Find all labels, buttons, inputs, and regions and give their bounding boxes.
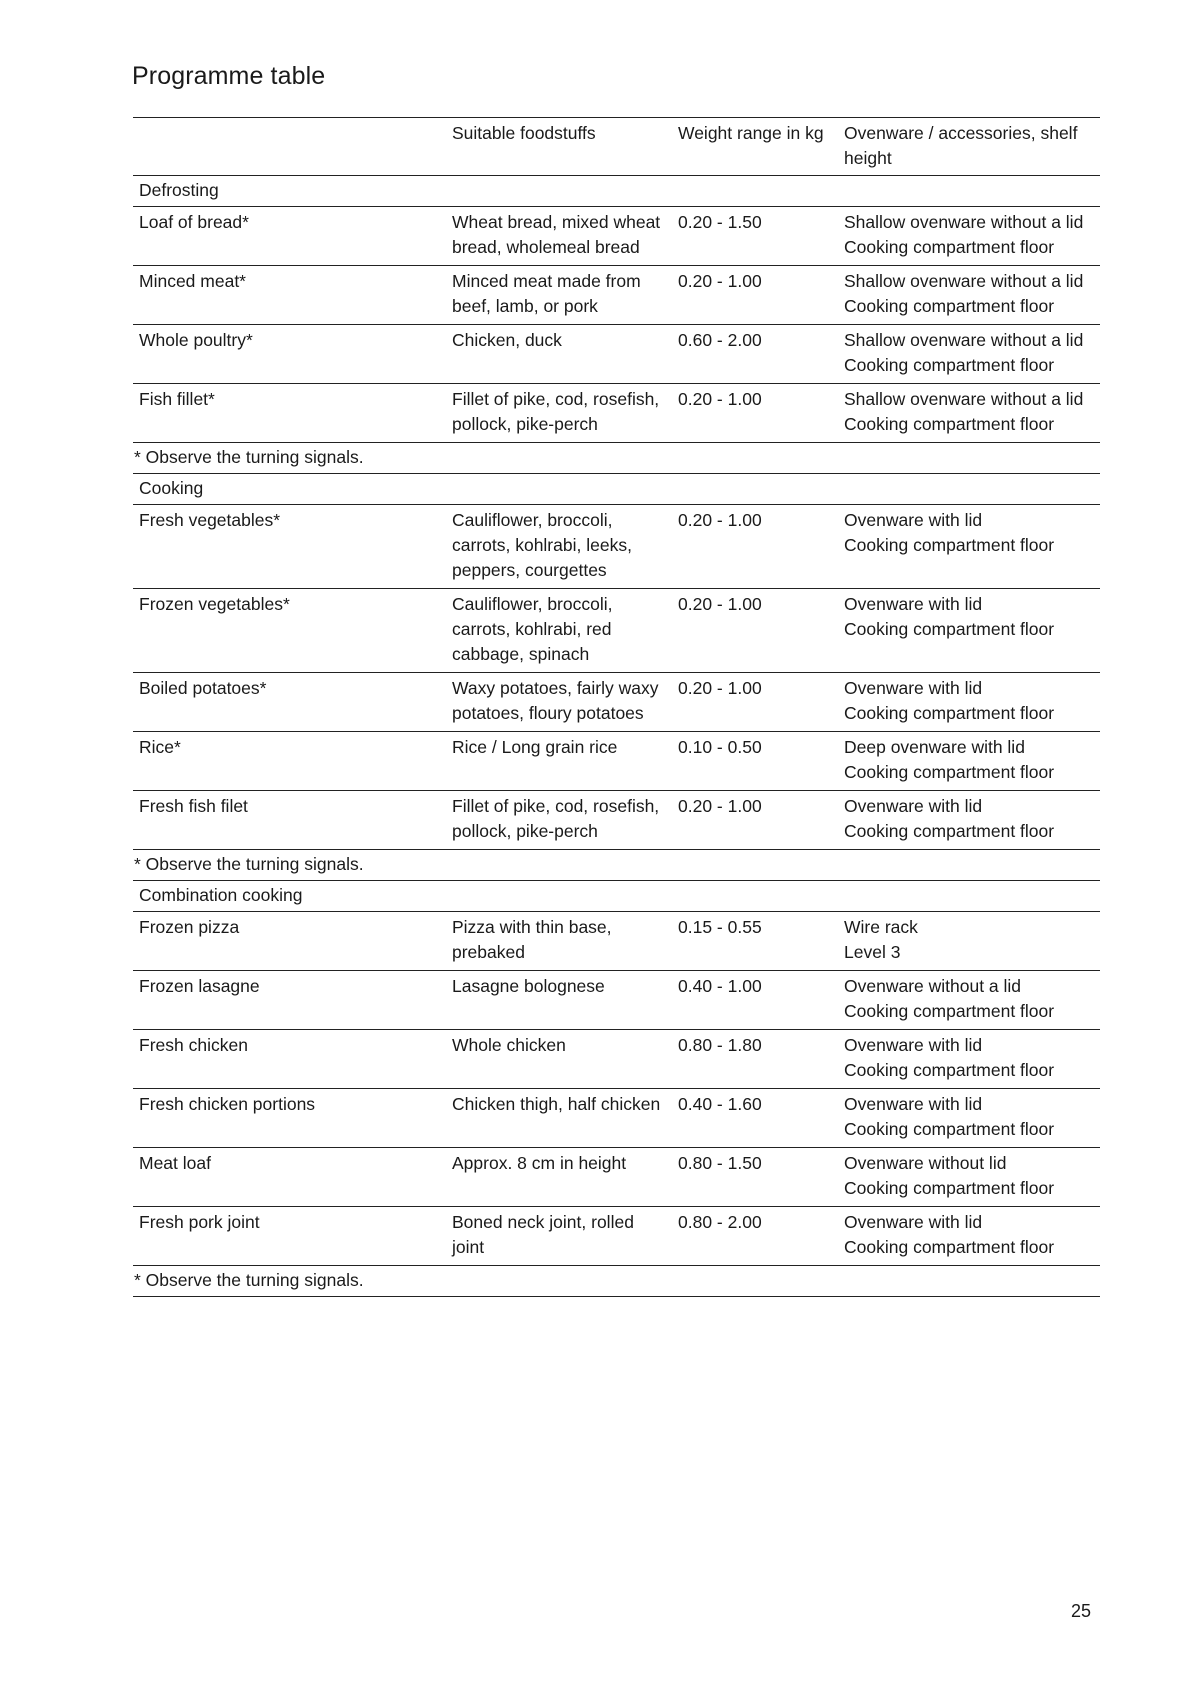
table-row <box>133 589 1100 673</box>
table-row <box>133 732 1100 791</box>
ovenware-accessory: Wire rack <box>844 917 918 937</box>
section-title: Combination cooking <box>139 885 303 905</box>
ovenware-accessory: Ovenware with lid <box>844 594 983 614</box>
programme-name: Fresh pork joint <box>139 1212 260 1232</box>
table-row <box>133 384 1100 443</box>
weight-range: 0.15 - 0.55 <box>678 917 762 937</box>
footnote-row <box>133 850 1100 881</box>
table-row <box>133 1207 1100 1266</box>
ovenware-accessory: Ovenware with lid <box>844 510 983 530</box>
programme-name: Fresh chicken <box>139 1035 248 1055</box>
shelf-height: Cooking compartment floor <box>844 1119 1055 1139</box>
weight-range: 0.20 - 1.00 <box>678 271 762 291</box>
suitable-foodstuffs: Cauliflower, broccoli, carrots, kohlrabi, red cabbage, spinach <box>452 594 613 664</box>
suitable-foodstuffs: Chicken thigh, half chicken <box>452 1094 661 1114</box>
shelf-height: Cooking compartment floor <box>844 1060 1055 1080</box>
suitable-foodstuffs: Minced meat made from beef, lamb, or pork <box>452 271 641 316</box>
shelf-height: Cooking compartment floor <box>844 1178 1055 1198</box>
header-ovenware: Ovenware / accessories, shelf height <box>844 123 1078 168</box>
ovenware-accessory: Deep ovenware with lid <box>844 737 1025 757</box>
ovenware-cell <box>838 1089 1100 1148</box>
section-header-row <box>133 474 1100 505</box>
suitable-foodstuffs: Lasagne bolognese <box>452 976 605 996</box>
suitable-foodstuffs: Waxy potatoes, fairly waxy potatoes, floury potatoes <box>452 678 659 723</box>
section-title: Defrosting <box>139 180 219 200</box>
footnote-row <box>133 1266 1100 1297</box>
suitable-foodstuffs: Fillet of pike, cod, rosefish, pollock, pike-perch <box>452 796 660 841</box>
weight-range: 0.20 - 1.00 <box>678 510 762 530</box>
footnote: * Observe the turning signals. <box>134 854 364 874</box>
programme-name: Fish fillet* <box>139 389 215 409</box>
ovenware-cell <box>838 1030 1100 1089</box>
weight-range: 0.20 - 1.50 <box>678 212 762 232</box>
table-row <box>133 325 1100 384</box>
ovenware-cell <box>838 1148 1100 1207</box>
weight-range: 0.10 - 0.50 <box>678 737 762 757</box>
shelf-height: Cooking compartment floor <box>844 1001 1055 1021</box>
section-header-row <box>133 176 1100 207</box>
ovenware-cell <box>838 912 1100 971</box>
shelf-height: Cooking compartment floor <box>844 821 1055 841</box>
page-number: 25 <box>1071 1601 1092 1621</box>
section-title: Cooking <box>139 478 204 498</box>
programme-table <box>133 117 1100 1297</box>
suitable-foodstuffs: Whole chicken <box>452 1035 566 1055</box>
table-row <box>133 673 1100 732</box>
programme-name: Fresh fish filet <box>139 796 248 816</box>
ovenware-cell <box>838 207 1100 266</box>
ovenware-cell <box>838 505 1100 589</box>
ovenware-cell <box>838 732 1100 791</box>
table-row <box>133 912 1100 971</box>
programme-name: Fresh chicken portions <box>139 1094 316 1114</box>
weight-range: 0.20 - 1.00 <box>678 389 762 409</box>
shelf-height: Cooking compartment floor <box>844 535 1055 555</box>
ovenware-accessory: Ovenware with lid <box>844 796 983 816</box>
section-header-row <box>133 881 1100 912</box>
programme-name: Boiled potatoes* <box>139 678 267 698</box>
table-row <box>133 1148 1100 1207</box>
ovenware-accessory: Shallow ovenware without a lid <box>844 212 1084 232</box>
table-row <box>133 207 1100 266</box>
table-row <box>133 505 1100 589</box>
suitable-foodstuffs: Wheat bread, mixed wheat bread, wholemeal bread <box>452 212 661 257</box>
footnote: * Observe the turning signals. <box>134 1270 364 1290</box>
ovenware-accessory: Ovenware with lid <box>844 1094 983 1114</box>
programme-name: Frozen lasagne <box>139 976 260 996</box>
table-row <box>133 791 1100 850</box>
table-row <box>133 266 1100 325</box>
footnote: * Observe the turning signals. <box>134 447 364 467</box>
shelf-height: Cooking compartment floor <box>844 762 1055 782</box>
ovenware-accessory: Shallow ovenware without a lid <box>844 389 1084 409</box>
suitable-foodstuffs: Boned neck joint, rolled joint <box>452 1212 634 1257</box>
suitable-foodstuffs: Pizza with thin base, prebaked <box>452 917 612 962</box>
suitable-foodstuffs: Rice / Long grain rice <box>452 737 618 757</box>
ovenware-accessory: Ovenware without a lid <box>844 976 1022 996</box>
weight-range: 0.20 - 1.00 <box>678 678 762 698</box>
programme-name: Frozen vegetables* <box>139 594 290 614</box>
ovenware-accessory: Shallow ovenware without a lid <box>844 330 1084 350</box>
footnote-row <box>133 443 1100 474</box>
weight-range: 0.20 - 1.00 <box>678 796 762 816</box>
ovenware-accessory: Ovenware with lid <box>844 1212 983 1232</box>
programme-name: Minced meat* <box>139 271 246 291</box>
weight-range: 0.40 - 1.60 <box>678 1094 762 1114</box>
ovenware-cell <box>838 266 1100 325</box>
table-header-row <box>133 118 1100 176</box>
ovenware-cell <box>838 325 1100 384</box>
table-row <box>133 1030 1100 1089</box>
programme-name: Frozen pizza <box>139 917 240 937</box>
table-row <box>133 971 1100 1030</box>
ovenware-cell <box>838 589 1100 673</box>
header-suitable-foodstuffs: Suitable foodstuffs <box>452 123 596 143</box>
header-programme <box>133 118 446 176</box>
weight-range: 0.20 - 1.00 <box>678 594 762 614</box>
shelf-height: Cooking compartment floor <box>844 355 1055 375</box>
shelf-height: Cooking compartment floor <box>844 296 1055 316</box>
table-row <box>133 1089 1100 1148</box>
ovenware-cell <box>838 1207 1100 1266</box>
suitable-foodstuffs: Approx. 8 cm in height <box>452 1153 627 1173</box>
weight-range: 0.60 - 2.00 <box>678 330 762 350</box>
weight-range: 0.80 - 2.00 <box>678 1212 762 1232</box>
ovenware-cell <box>838 791 1100 850</box>
suitable-foodstuffs: Fillet of pike, cod, rosefish, pollock, pike-perch <box>452 389 660 434</box>
header-weight-range: Weight range in kg <box>678 123 824 143</box>
programme-name: Fresh vegetables* <box>139 510 281 530</box>
ovenware-cell <box>838 673 1100 732</box>
shelf-height: Cooking compartment floor <box>844 703 1055 723</box>
programme-name: Loaf of bread* <box>139 212 249 232</box>
ovenware-accessory: Ovenware with lid <box>844 678 983 698</box>
table-body <box>133 176 1100 1297</box>
programme-name: Whole poultry* <box>139 330 253 350</box>
suitable-foodstuffs: Chicken, duck <box>452 330 562 350</box>
shelf-height: Cooking compartment floor <box>844 237 1055 257</box>
ovenware-cell <box>838 384 1100 443</box>
ovenware-accessory: Shallow ovenware without a lid <box>844 271 1084 291</box>
ovenware-cell <box>838 971 1100 1030</box>
programme-name: Meat loaf <box>139 1153 211 1173</box>
shelf-height: Cooking compartment floor <box>844 619 1055 639</box>
suitable-foodstuffs: Cauliflower, broccoli, carrots, kohlrabi, leeks, peppers, courgettes <box>452 510 632 580</box>
weight-range: 0.40 - 1.00 <box>678 976 762 996</box>
programme-name: Rice* <box>139 737 181 757</box>
weight-range: 0.80 - 1.80 <box>678 1035 762 1055</box>
ovenware-accessory: Ovenware without lid <box>844 1153 1007 1173</box>
page-title: Programme table <box>132 62 326 90</box>
shelf-height: Cooking compartment floor <box>844 414 1055 434</box>
weight-range: 0.80 - 1.50 <box>678 1153 762 1173</box>
shelf-height: Level 3 <box>844 942 901 962</box>
shelf-height: Cooking compartment floor <box>844 1237 1055 1257</box>
ovenware-accessory: Ovenware with lid <box>844 1035 983 1055</box>
